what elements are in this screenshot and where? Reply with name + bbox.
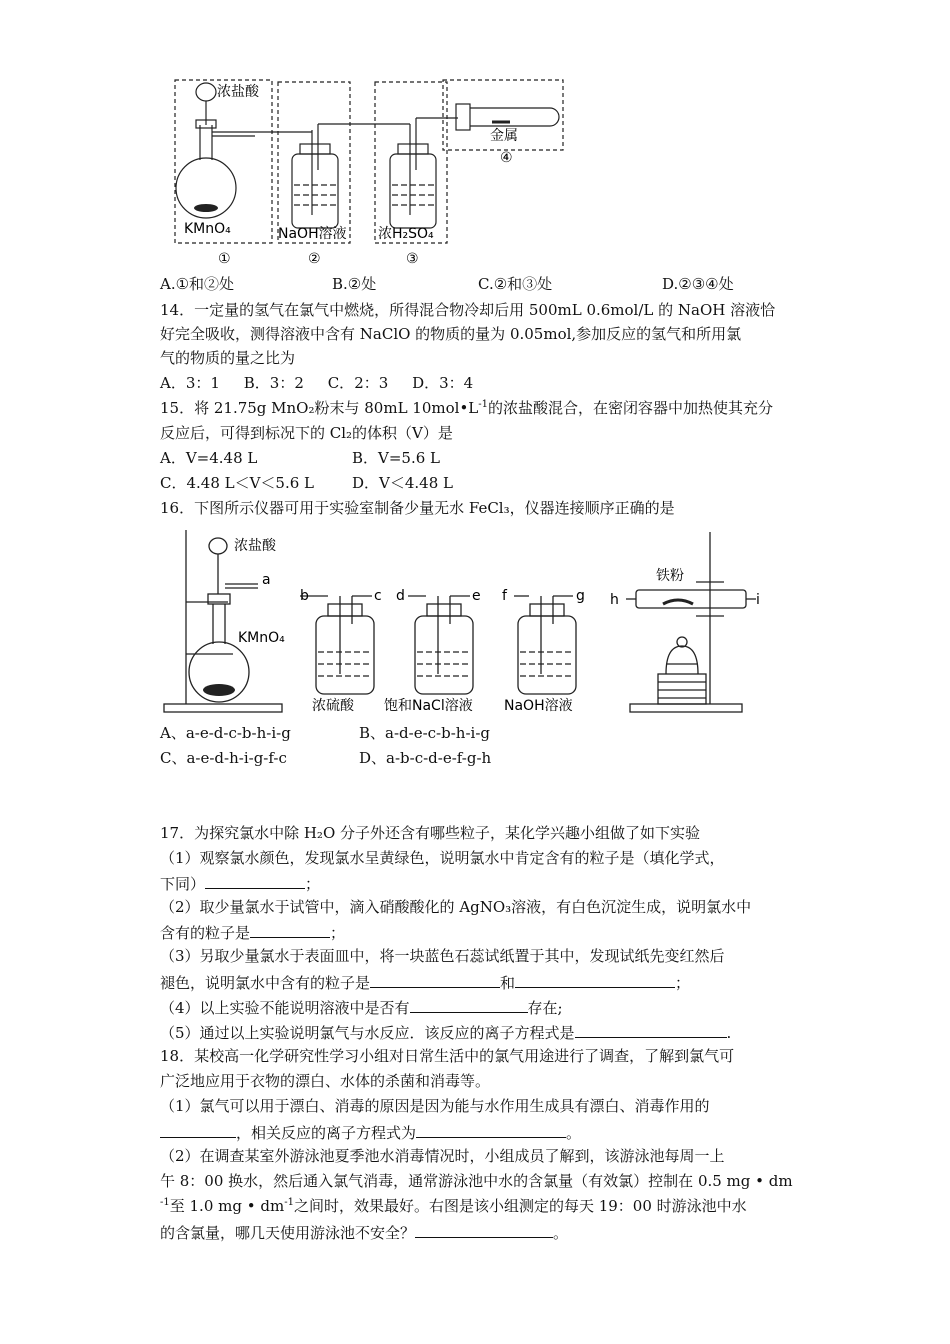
q17-title: 17．为探究氯水中除 H₂O 分子外还含有哪些粒子，某化学兴趣小组做了如下实验 bbox=[160, 824, 701, 842]
q15-option-a[interactable]: A．V=4.48 L bbox=[160, 449, 258, 467]
q17-part3-line-1: （3）另取少量氯水于表面皿中，将一块蓝色石蕊试纸置于其中，发现试纸先变红然后 bbox=[160, 947, 725, 965]
q18-part1-line-1: （1）氯气可以用于漂白、消毒的原因是因为能与水作用生成具有漂白、消毒作用的 bbox=[160, 1097, 710, 1115]
q15-option-b[interactable]: B．V=5.6 L bbox=[352, 449, 441, 467]
q18-part2-text-c2: 之间时，效果最好。右图是该小组测定的每天 19：00 时游泳池中水 bbox=[293, 1197, 747, 1215]
q15-option-c[interactable]: C．4.48 L＜V＜5.6 L bbox=[160, 474, 315, 492]
q17-answer-blank-6[interactable] bbox=[575, 1021, 727, 1038]
label-port-i: i bbox=[756, 592, 760, 608]
q17-part1-text: 下同） bbox=[160, 875, 206, 893]
q17-part1-line-2 bbox=[160, 872, 320, 894]
q15-line-1 bbox=[160, 398, 773, 418]
label-num-4: ④ bbox=[500, 150, 513, 166]
q17-answer-blank-1[interactable] bbox=[205, 872, 305, 889]
q17-part2-line-2 bbox=[160, 921, 345, 943]
q17-part5-text: （5）通过以上实验说明氯气与水反应．该反应的离子方程式是 bbox=[160, 1024, 575, 1042]
label-conc-sulfuric: 浓硫酸 bbox=[312, 698, 354, 714]
q18-title-line-2: 广泛地应用于衣物的漂白、水体的杀菌和消毒等。 bbox=[160, 1072, 491, 1090]
q18-answer-blank-2[interactable] bbox=[416, 1121, 566, 1138]
q18-period-2: 。 bbox=[553, 1224, 569, 1242]
q17-part3-text: 褪色，说明氯水中含有的粒子是 bbox=[160, 974, 371, 992]
q13-option-d[interactable]: D.②③④处 bbox=[662, 275, 734, 293]
label-port-e: e bbox=[472, 588, 481, 604]
q18-part2-line-3 bbox=[160, 1196, 747, 1216]
q14-line-3: 气的物质的量之比为 bbox=[160, 349, 296, 367]
label-conc-h2so4: 浓H₂SO₄ bbox=[378, 226, 434, 242]
label-num-3: ③ bbox=[406, 251, 419, 267]
q18-part2-line-4 bbox=[160, 1221, 568, 1243]
q13-option-a[interactable]: A.①和②处 bbox=[160, 275, 235, 293]
q17-answer-blank-3[interactable] bbox=[370, 971, 500, 988]
q17-part2-line-1: （2）取少量氯水于试管中，滴入硝酸酸化的 AgNO₃溶液，有白色沉淀生成，说明氯水中 bbox=[160, 898, 752, 916]
label-port-c: c bbox=[374, 588, 382, 604]
q18-part1-line-2 bbox=[160, 1121, 581, 1143]
label-conc-hcl: 浓盐酸 bbox=[217, 84, 259, 100]
q18-superscript-2: -1 bbox=[284, 1197, 294, 1208]
q17-answer-blank-4[interactable] bbox=[515, 971, 675, 988]
q17-period: . bbox=[726, 1024, 732, 1042]
q13-option-c[interactable]: C.②和③处 bbox=[478, 275, 553, 293]
q18-answer-blank-1[interactable] bbox=[160, 1121, 236, 1138]
q16-option-d[interactable]: D、a-b-c-d-e-f-g-h bbox=[359, 749, 492, 767]
figure-q13-apparatus bbox=[160, 70, 580, 270]
q18-answer-blank-3[interactable] bbox=[415, 1221, 553, 1238]
label-iron-powder: 铁粉 bbox=[656, 568, 684, 584]
q15-option-d[interactable]: D．V＜4.48 L bbox=[352, 474, 453, 492]
q17-semicolon-3: ； bbox=[675, 974, 691, 992]
q18-part1-text: ，相关反应的离子方程式为 bbox=[236, 1124, 417, 1142]
q16-line-1: 16．下图所示仪器可用于实验室制备少量无水 FeCl₃，仪器连接顺序正确的是 bbox=[160, 499, 675, 517]
label-port-g: g bbox=[576, 588, 585, 604]
q17-semicolon-2: ； bbox=[330, 924, 346, 942]
q14-options[interactable]: A．3：1 B．3：2 C．2：3 D．3：4 bbox=[160, 374, 474, 392]
label-kmno4: KMnO₄ bbox=[184, 221, 231, 237]
q18-part2-line-2: 午 8：00 换水，然后通入氯气消毒，通常游泳池中水的含氯量（有效氯）控制在 0.5 mg • dm bbox=[160, 1172, 793, 1190]
label-naoh-solution: NaOH溶液 bbox=[278, 226, 347, 242]
label-naoh-16: NaOH溶液 bbox=[504, 698, 573, 714]
q18-superscript-1: -1 bbox=[160, 1197, 170, 1208]
q17-part4 bbox=[160, 996, 563, 1018]
label-num-1: ① bbox=[218, 251, 231, 267]
q18-part2-text-d: 的含氯量，哪几天使用游泳池不安全？ bbox=[160, 1224, 416, 1242]
label-port-b: b bbox=[300, 588, 309, 604]
q14-line-2: 好完全吸收，测得溶液中含有 NaClO 的物质的量为 0.05mol,参加反应的氢气和所用氯 bbox=[160, 325, 742, 343]
q15-line-2: 反应后，可得到标况下的 Cl₂的体积（V）是 bbox=[160, 424, 453, 442]
q17-answer-blank-5[interactable] bbox=[410, 996, 528, 1013]
label-port-h: h bbox=[610, 592, 619, 608]
label-sat-nacl: 饱和NaCl溶液 bbox=[384, 698, 473, 714]
q17-part3-line-2 bbox=[160, 971, 690, 993]
q14-line-1: 14．一定量的氢气在氯气中燃烧，所得混合物冷却后用 500mL 0.6mol/L 的 NaOH 溶液恰 bbox=[160, 301, 776, 319]
q18-title-line-1: 18．某校高一化学研究性学习小组对日常生活中的氯气用途进行了调查，了解到氯气可 bbox=[160, 1047, 735, 1065]
q18-part2-line-1: （2）在调查某室外游泳池夏季池水消毒情况时，小组成员了解到，该游泳池每周一上 bbox=[160, 1147, 725, 1165]
q16-option-a[interactable]: A、a-e-d-c-b-h-i-g bbox=[160, 724, 291, 742]
label-port-f: f bbox=[502, 588, 507, 604]
label-kmno4-16: KMnO₄ bbox=[238, 630, 285, 646]
q15-superscript: -1 bbox=[478, 399, 489, 410]
q17-part1-line-1: （1）观察氯水颜色，发现氯水呈黄绿色，说明氯水中肯定含有的粒子是（填化学式， bbox=[160, 849, 725, 867]
q15-line-1b: 的浓盐酸混合，在密闭容器中加热使其充分 bbox=[488, 399, 774, 417]
label-conc-hcl-16: 浓盐酸 bbox=[234, 538, 276, 554]
q17-answer-blank-2[interactable] bbox=[250, 921, 330, 938]
q16-option-c[interactable]: C、a-e-d-h-i-g-f-c bbox=[160, 749, 287, 767]
q18-part2-text-c: 至 1.0 mg • dm bbox=[169, 1197, 285, 1215]
q18-period-1: 。 bbox=[566, 1124, 582, 1142]
q15-line-1a: 15．将 21.75g MnO₂粉末与 80mL 10mol•L bbox=[160, 399, 479, 417]
q17-semicolon-1: ； bbox=[305, 875, 321, 893]
label-num-2: ② bbox=[308, 251, 321, 267]
q17-part5 bbox=[160, 1021, 731, 1043]
q17-part4-text-a: （4）以上实验不能说明溶液中是否有 bbox=[160, 999, 410, 1017]
figure-q16-apparatus bbox=[158, 524, 778, 720]
q16-option-b[interactable]: B、a-d-e-c-b-h-i-g bbox=[359, 724, 490, 742]
q17-part4-text-b: 存在; bbox=[527, 999, 563, 1017]
label-port-d: d bbox=[396, 588, 405, 604]
label-metal: 金属 bbox=[490, 128, 518, 144]
q17-part2-text: 含有的粒子是 bbox=[160, 924, 251, 942]
label-port-a: a bbox=[262, 572, 271, 588]
q17-part3-and: 和 bbox=[500, 974, 516, 992]
q13-option-b[interactable]: B.②处 bbox=[332, 275, 377, 293]
